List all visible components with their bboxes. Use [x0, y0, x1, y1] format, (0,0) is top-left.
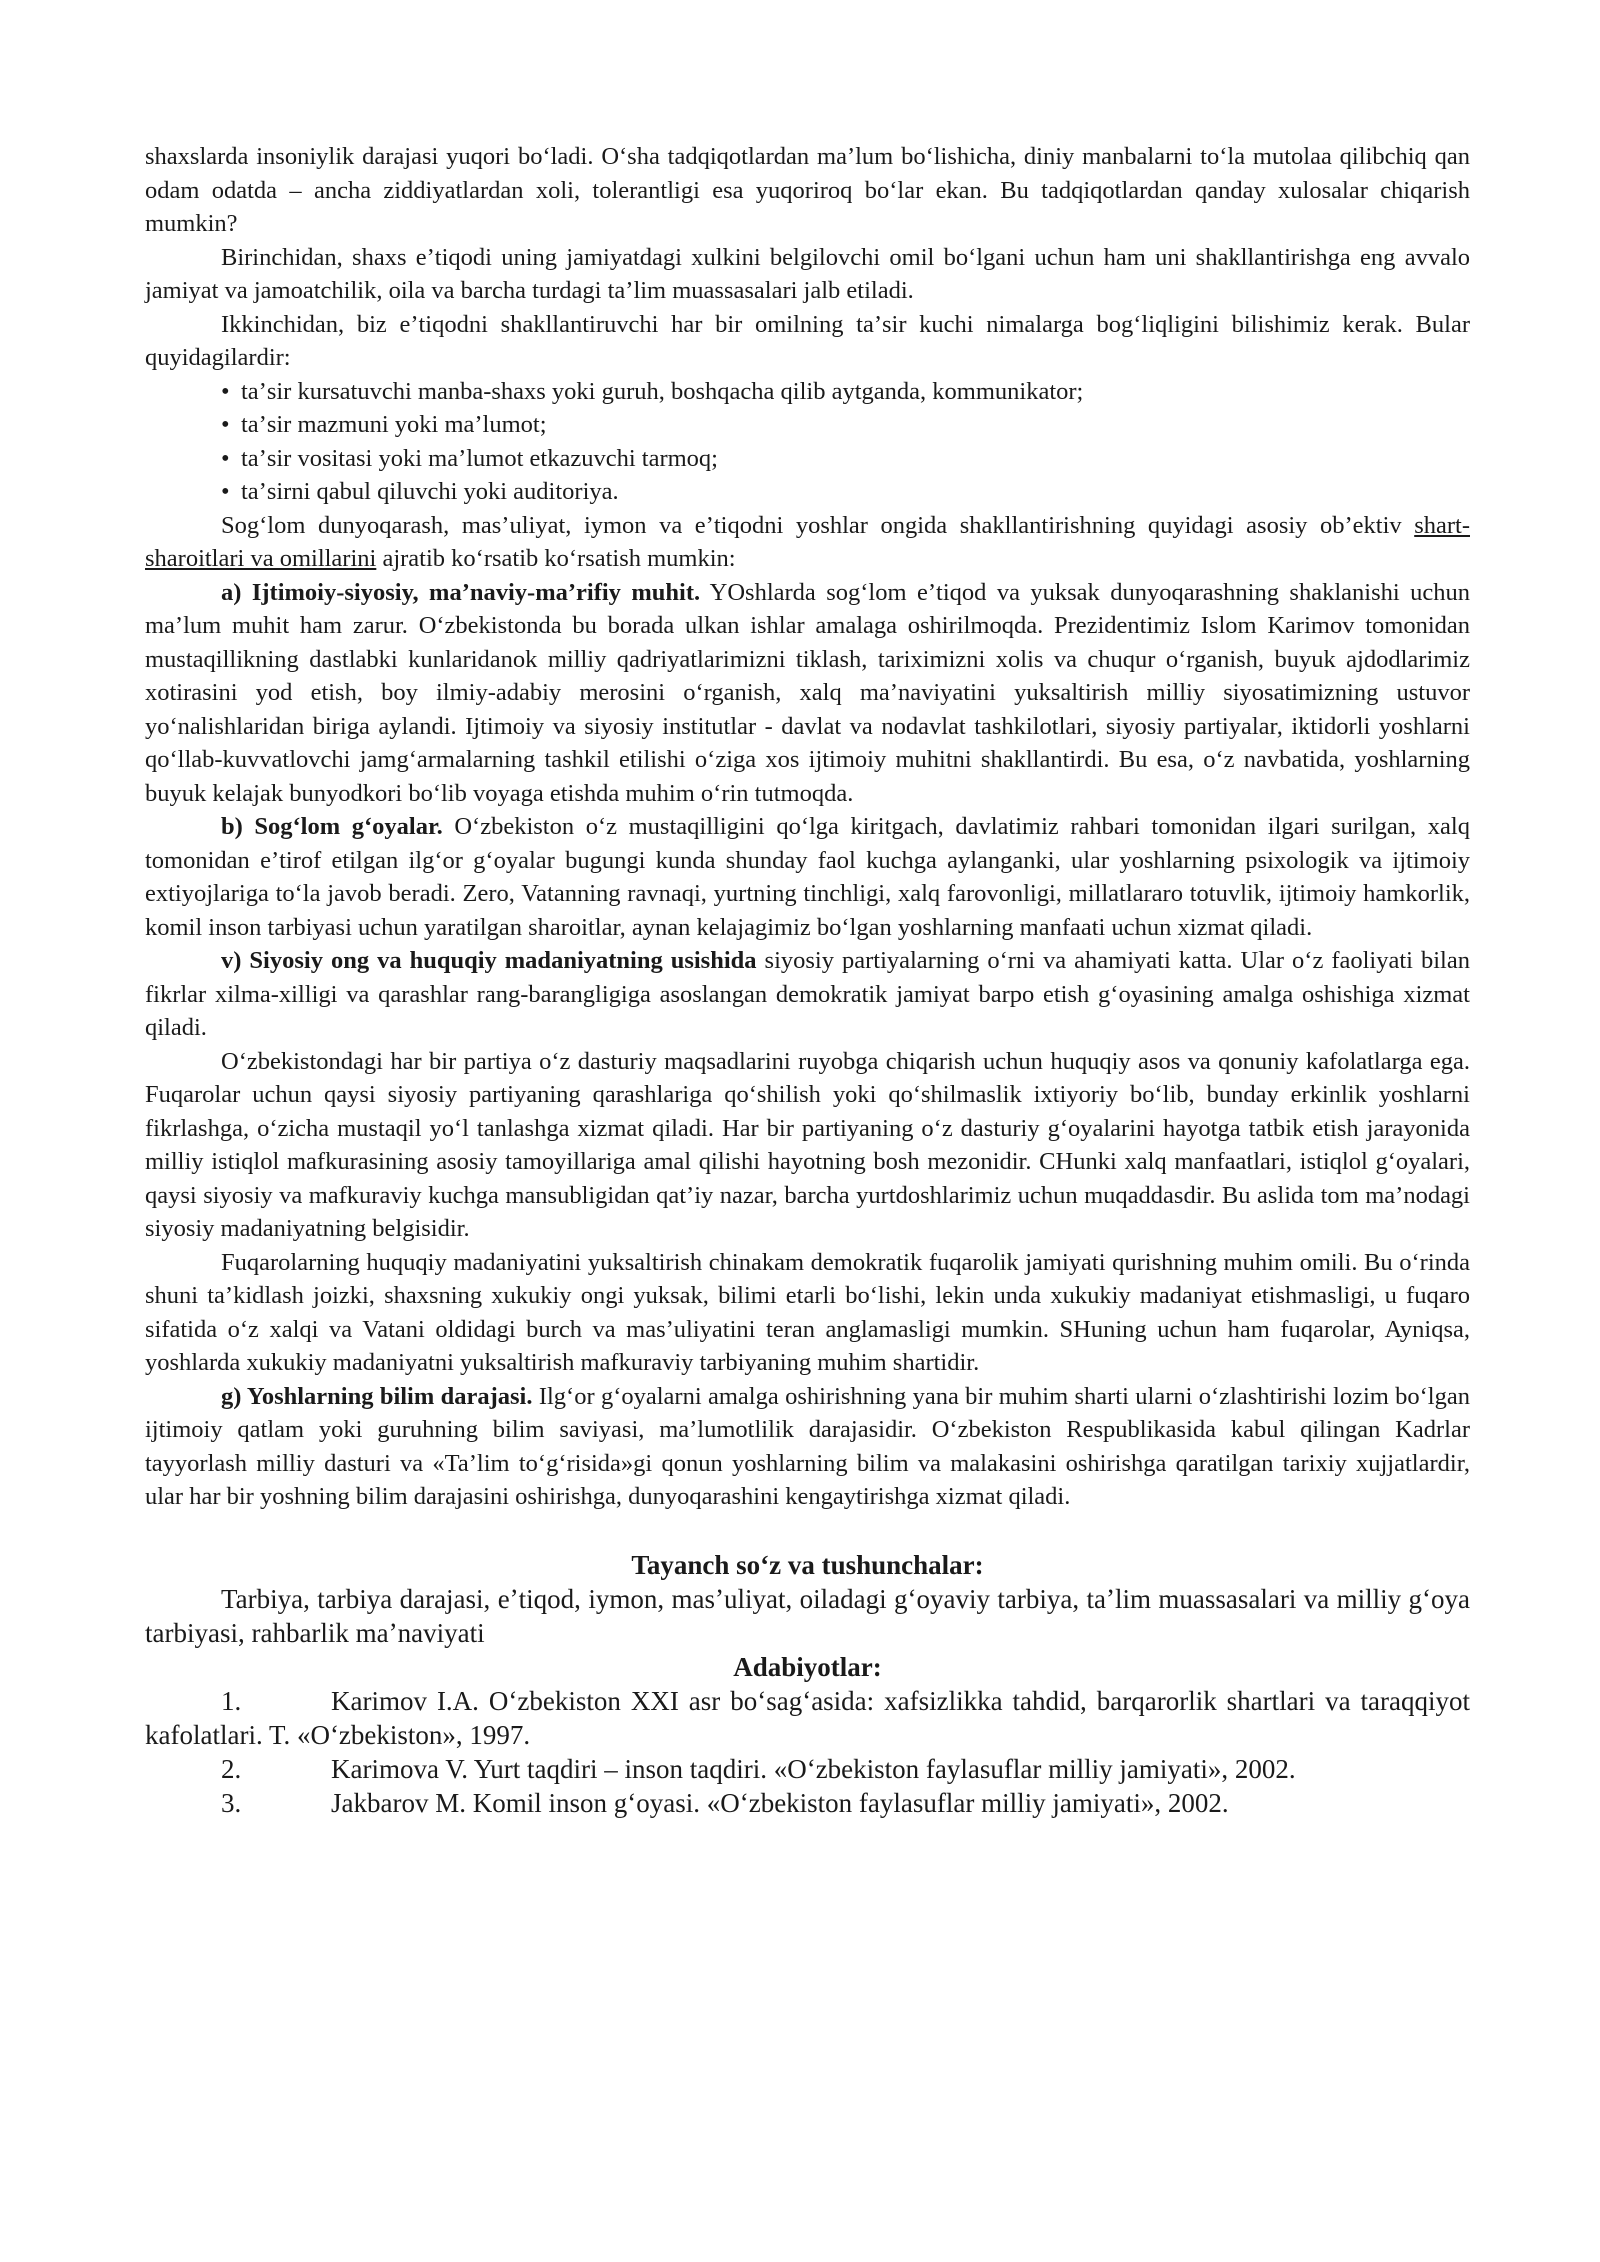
- reference-item: 1. Karimov I.A. Oʻzbekiston XXI asr boʻsagʻasida: xafsizlikka tahdid, barqarorlik shartlari va taraqqiyot kafolatlari. T. «Oʻzbekiston», 1997.: [145, 1685, 1470, 1750]
- bullet-item: • taʼsir kursatuvchi manba-shaxs yoki guruh, boshqacha qilib aytganda, kommunikator;: [221, 375, 1470, 409]
- reference-item: 2. Karimova V. Yurt taqdiri – inson taqdiri. «Oʻzbekiston faylasuflar milliy jamiyati», 2002.: [221, 1753, 1296, 1784]
- paragraph-4: Sogʻlom dunyoqarash, masʼuliyat, iymon va eʼtiqodni yoshlar ongida shakllantirishning quyidagi asosiy obʼektiv shart-sharoitlari va omillarini ajratib koʻrsatib koʻrsatish mumkin:: [145, 511, 1470, 572]
- reference-number: 2.: [221, 1753, 242, 1784]
- section-a-heading: a) Ijtimoiy-siyosiy, maʼnaviy-maʼrifiy muhit.: [221, 578, 701, 606]
- keywords-title: Tayanch soʻz va tushunchalar:: [631, 1549, 984, 1580]
- section-b-heading: b) Sogʻlom gʻoyalar.: [221, 813, 443, 840]
- paragraph-5: Oʻzbekistondagi har bir partiya oʻz dasturiy maqsadlarini ruyobga chiqarish uchun huquqiy asos va qonuniy kafolatlarga ega. Fuqarolar uchun qaysi siyosiy partiyaning qarashlariga qoʻshilish yoki qoʻshilmaslik ixtiyoriy boʻlib, bunday erkinlik yoshlarni fikrlashga, oʻzicha mustaqil yoʻl tanlashga xizmat qiladi. Har bir partiyaning oʻz dasturiy gʻoyalarini hayotga tatbik etish jarayonida milliy istiqlol mafkurasining asosiy tamoyillariga amal qilishi hayotning bosh mezonidir. CHunki xalq manfaatlari, istiqlol gʻoyalari, qaysi siyosiy va mafkuraviy kuchga mansubligidan qatʼiy nazar, barcha yurtdoshlarimiz uchun muqaddasdir. Bu aslida tom maʼnodagi siyosiy madaniyatning belgisidir.: [145, 1047, 1470, 1242]
- section-g: g) Yoshlarning bilim darajasi. Ilgʻor gʻoyalarni amalga oshirishning yana bir muhim sharti ularni oʻzlashtirishi lozim boʻlgan ijtimoiy qatlam yoki guruhning bilim saviyasi, maʼlumotlilik darajasidir. Oʻzbekiston Respublikasida kabul qilingan Kadrlar tayyorlash milliy dasturi va «Taʼlim toʻgʻrisida»gi qonun yoshlarning bilim va malakasini oshirishga qaratilgan tarixiy xujjatlardir, ular har bir yoshning bilim darajasini oshirishga, dunyoqarashini kengaytirishga xizmat qiladi.: [145, 1382, 1470, 1510]
- section-v: v) Siyosiy ong va huquqiy madaniyatning usishida siyosiy partiyalarning oʻrni va ahamiyati katta. Ular oʻz faoliyati bilan fikrlar xilma-xilligi va qarashlar rang-barangligiga asoslangan demokratik jamiyat barpo etish gʻoyasining amalga oshishiga xizmat qiladi.: [145, 947, 1470, 1041]
- underlined-phrase: shart-sharoitlari va omillarini: [145, 511, 1470, 572]
- section-g-heading: g) Yoshlarning bilim darajasi.: [221, 1382, 533, 1410]
- bullet-item: • taʼsir vositasi yoki maʼlumot etkazuvchi tarmoq;: [221, 442, 1470, 476]
- bullet-icon: •: [221, 444, 230, 472]
- keywords-text: Tarbiya, tarbiya darajasi, eʼtiqod, iymon, masʼuliyat, oiladagi gʻoyaviy tarbiya, taʼlim muassasalari va milliy gʻoya tarbiyasi, rahbarlik maʼnaviyati: [145, 1583, 1470, 1648]
- section-b: b) Sogʻlom gʻoyalar. Oʻzbekiston oʻz mustaqilligini qoʻlga kiritgach, davlatimiz rahbari tomonidan ilgari surilgan, xalq tomonidan eʼtirof etilgan ilgʻor gʻoyalar bugungi kunda shunday faol kuchga aylanganki, ular yoshlarning psixologik va ijtimoiy extiyojlariga toʻla javob beradi. Zero, Vatanning ravnaqi, yurtning tinchligi, xalq farovonligi, millatlararo totuvlik, ijtimoiy hamkorlik, komil inson tarbiyasi uchun yaratilgan sharoitlar, aynan kelajagimiz boʻlgan yoshlarning manfaati uchun xizmat qiladi.: [145, 813, 1470, 941]
- bullet-icon: •: [221, 411, 230, 438]
- reference-number: 3.: [221, 1787, 242, 1818]
- paragraph-1: shaxslarda insoniylik darajasi yuqori boʻladi. Oʻsha tadqiqotlardan maʼlum boʻlishicha, diniy manbalarni toʻla mutolaa qilibchiq qan odam odatda – ancha ziddiyatlardan xoli, tolerantligi esa yuqoriroq boʻlar ekan. Bu tadqiqotlardan qanday xulosalar chiqarish mumkin?: [145, 143, 1470, 237]
- bullet-icon: •: [221, 478, 230, 505]
- section-a: a) Ijtimoiy-siyosiy, maʼnaviy-maʼrifiy muhit. YOshlarda sogʻlom eʼtiqod va yuksak dunyoqarashning shaklanishi uchun maʼlum muhit ham zarur. Oʻzbekistonda bu borada ulkan ishlar amalaga oshirilmoqda. Prezidentimiz Islom Karimov tomonidan mustaqillikning dastlabki kunlaridanok milliy qadriyatlarimizni tiklash, tariximizni xolis va chuqur oʻrganish, buyuk ajdodlarimiz xotirasini yod etish, boy ilmiy-adabiy merosini oʻrganish, xalq maʼnaviyatini yuksaltirish milliy siyosatimizning ustuvor yoʻnalishlaridan biriga aylandi. Ijtimoiy va siyosiy institutlar - davlat va nodavlat tashkilotlari, siyosiy partiyalar, iktidorli yoshlarni qoʻllab-kuvvatlovchi jamgʻarmalarning tashkil etilishi oʻziga xos ijtimoiy muhitni shakllantirdi. Bu esa, oʻz navbatida, yoshlarning buyuk kelajak bunyodkori boʻlib voyaga etishda muhim oʻrin tutmoqda.: [145, 578, 1470, 807]
- bullet-list: [145, 375, 1470, 509]
- paragraph-6: Fuqarolarning huquqiy madaniyatini yuksaltirish chinakam demokratik fuqarolik jamiyati qurishning muhim omili. Bu oʻrinda shuni taʼkidlash joizki, shaxsning xukukiy ongi yuksak, bilimi etarli boʻlishi, lekin unda xukukiy madaniyat etishmasligi, u fuqaro sifatida oʻz xalqi va Vatani oldidagi burch va masʼuliyatini teran anglamasligi mumkin. SHuning uchun ham fuqarolar, Ayniqsa, yoshlarda xukukiy madaniyatni yuksaltirish mafkuraviy tarbiyaning muhim shartidir.: [145, 1248, 1470, 1376]
- bullet-icon: •: [221, 377, 230, 405]
- references-title: Adabiyotlar:: [733, 1651, 882, 1682]
- bullet-item: • taʼsirni qabul qiluvchi yoki auditoriya.: [221, 475, 1470, 509]
- spacer: [145, 1514, 1470, 1548]
- reference-item: 3. Jakbarov M. Komil inson gʻoyasi. «Oʻzbekiston faylasuflar milliy jamiyati», 2002.: [221, 1787, 1229, 1818]
- paragraph-2: Birinchidan, shaxs eʼtiqodi uning jamiyatdagi xulkini belgilovchi omil boʻlgani uchun ham uni shakllantirishga eng avvalo jamiyat va jamoatchilik, oila va barcha turdagi taʼlim muassasalari jalb etiladi.: [145, 243, 1470, 304]
- references: [145, 1650, 1470, 1820]
- bullet-item: • taʼsir mazmuni yoki maʼlumot;: [221, 408, 1470, 442]
- section-v-heading: v) Siyosiy ong va huquqiy madaniyatning usishida: [221, 947, 757, 974]
- document-page: [145, 140, 1470, 1820]
- reference-number: 1.: [221, 1685, 242, 1716]
- paragraph-3: Ikkinchidan, biz eʼtiqodni shakllantiruvchi har bir omilning taʼsir kuchi nimalarga bogʻliqligini bilishimiz kerak. Bular quyidagilardir:: [145, 310, 1470, 371]
